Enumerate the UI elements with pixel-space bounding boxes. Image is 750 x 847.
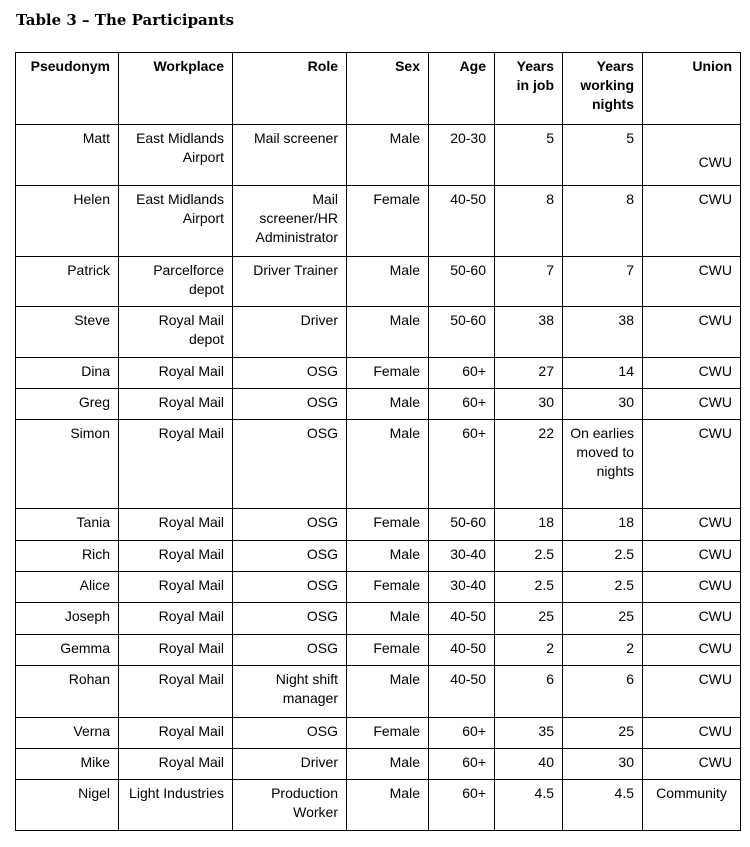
cell-union: CWU	[643, 749, 741, 780]
cell-sex: Male	[347, 420, 429, 509]
cell-union: CWU	[643, 509, 741, 541]
cell-workplace: Royal Mail	[119, 420, 233, 509]
cell-pseudonym: Helen	[16, 186, 119, 257]
cell-years-in-job: 4.5	[495, 780, 563, 831]
cell-years-in-job: 27	[495, 358, 563, 389]
table-row	[16, 358, 741, 389]
header-years-in-job: Years in job	[495, 53, 563, 125]
cell-years-working-nights: 6	[563, 666, 643, 718]
table-row	[16, 541, 741, 572]
cell-role: OSG	[233, 420, 347, 509]
cell-age: 60+	[429, 718, 495, 749]
cell-sex: Female	[347, 718, 429, 749]
cell-sex: Male	[347, 749, 429, 780]
cell-role: OSG	[233, 603, 347, 635]
cell-workplace: East Midlands Airport	[119, 125, 233, 186]
participants-table	[15, 52, 741, 831]
table-row	[16, 186, 741, 257]
cell-workplace: Royal Mail	[119, 541, 233, 572]
cell-years-in-job: 8	[495, 186, 563, 257]
header-union: Union	[643, 53, 741, 125]
cell-years-in-job: 2.5	[495, 541, 563, 572]
cell-union: CWU	[643, 420, 741, 509]
cell-years-in-job: 2.5	[495, 572, 563, 603]
cell-sex: Male	[347, 666, 429, 718]
cell-pseudonym: Verna	[16, 718, 119, 749]
cell-sex: Male	[347, 603, 429, 635]
table-title: Table 3 – The Participants	[16, 11, 235, 29]
cell-role: Production Worker	[233, 780, 347, 831]
header-sex: Sex	[347, 53, 429, 125]
table-row	[16, 666, 741, 718]
cell-workplace: Light Industries	[119, 780, 233, 831]
cell-workplace: East Midlands Airport	[119, 186, 233, 257]
table-row	[16, 257, 741, 307]
cell-age: 30-40	[429, 541, 495, 572]
cell-role: Driver	[233, 749, 347, 780]
cell-role: Driver	[233, 307, 347, 358]
cell-workplace: Royal Mail depot	[119, 307, 233, 358]
cell-pseudonym: Simon	[16, 420, 119, 509]
cell-pseudonym: Alice	[16, 572, 119, 603]
cell-sex: Male	[347, 541, 429, 572]
cell-sex: Female	[347, 509, 429, 541]
cell-age: 30-40	[429, 572, 495, 603]
cell-years-working-nights: 25	[563, 718, 643, 749]
cell-union: CWU	[643, 358, 741, 389]
cell-workplace: Royal Mail	[119, 358, 233, 389]
cell-years-working-nights: 30	[563, 749, 643, 780]
cell-pseudonym: Tania	[16, 509, 119, 541]
cell-years-working-nights: 5	[563, 125, 643, 186]
cell-age: 60+	[429, 420, 495, 509]
cell-role: OSG	[233, 635, 347, 666]
cell-years-working-nights: 4.5	[563, 780, 643, 831]
cell-years-working-nights: 2.5	[563, 572, 643, 603]
cell-sex: Female	[347, 358, 429, 389]
header-row	[16, 53, 741, 125]
table-row	[16, 635, 741, 666]
cell-union: CWU	[643, 125, 741, 186]
cell-years-working-nights: 25	[563, 603, 643, 635]
table-row	[16, 420, 741, 509]
cell-role: OSG	[233, 389, 347, 420]
cell-years-working-nights: 14	[563, 358, 643, 389]
cell-years-working-nights: On earlies moved to nights	[563, 420, 643, 509]
cell-years-working-nights: 8	[563, 186, 643, 257]
table-row	[16, 572, 741, 603]
cell-years-in-job: 7	[495, 257, 563, 307]
cell-age: 50-60	[429, 257, 495, 307]
cell-pseudonym: Gemma	[16, 635, 119, 666]
cell-sex: Male	[347, 257, 429, 307]
cell-age: 50-60	[429, 307, 495, 358]
cell-union: CWU	[643, 257, 741, 307]
cell-workplace: Royal Mail	[119, 509, 233, 541]
cell-union: CWU	[643, 603, 741, 635]
cell-pseudonym: Rich	[16, 541, 119, 572]
cell-pseudonym: Greg	[16, 389, 119, 420]
cell-workplace: Royal Mail	[119, 572, 233, 603]
cell-sex: Male	[347, 389, 429, 420]
header-role: Role	[233, 53, 347, 125]
cell-union: Community	[643, 780, 741, 831]
cell-workplace: Royal Mail	[119, 635, 233, 666]
cell-role: OSG	[233, 572, 347, 603]
cell-union: CWU	[643, 541, 741, 572]
cell-age: 50-60	[429, 509, 495, 541]
cell-role: OSG	[233, 358, 347, 389]
cell-workplace: Royal Mail	[119, 749, 233, 780]
cell-role: Mail screener	[233, 125, 347, 186]
cell-pseudonym: Patrick	[16, 257, 119, 307]
header-workplace: Workplace	[119, 53, 233, 125]
cell-years-in-job: 5	[495, 125, 563, 186]
cell-years-in-job: 40	[495, 749, 563, 780]
cell-role: Mail screener/HR Administrator	[233, 186, 347, 257]
cell-years-working-nights: 38	[563, 307, 643, 358]
cell-role: OSG	[233, 718, 347, 749]
cell-age: 40-50	[429, 603, 495, 635]
cell-union: CWU	[643, 307, 741, 358]
table-row	[16, 603, 741, 635]
cell-sex: Male	[347, 125, 429, 186]
header-years-working-nights: Years working nights	[563, 53, 643, 125]
cell-years-in-job: 25	[495, 603, 563, 635]
cell-years-in-job: 22	[495, 420, 563, 509]
cell-age: 40-50	[429, 666, 495, 718]
cell-age: 40-50	[429, 186, 495, 257]
cell-sex: Male	[347, 307, 429, 358]
table-row	[16, 749, 741, 780]
cell-age: 40-50	[429, 635, 495, 666]
cell-sex: Female	[347, 186, 429, 257]
cell-years-in-job: 2	[495, 635, 563, 666]
table-row	[16, 125, 741, 186]
cell-sex: Male	[347, 780, 429, 831]
cell-union: CWU	[643, 186, 741, 257]
cell-years-working-nights: 18	[563, 509, 643, 541]
cell-pseudonym: Nigel	[16, 780, 119, 831]
cell-workplace: Royal Mail	[119, 718, 233, 749]
cell-union: CWU	[643, 635, 741, 666]
cell-pseudonym: Dina	[16, 358, 119, 389]
cell-pseudonym: Matt	[16, 125, 119, 186]
cell-years-in-job: 38	[495, 307, 563, 358]
cell-age: 60+	[429, 749, 495, 780]
cell-years-working-nights: 30	[563, 389, 643, 420]
cell-workplace: Royal Mail	[119, 666, 233, 718]
table-row	[16, 307, 741, 358]
cell-sex: Female	[347, 635, 429, 666]
cell-pseudonym: Steve	[16, 307, 119, 358]
cell-years-working-nights: 2	[563, 635, 643, 666]
cell-pseudonym: Mike	[16, 749, 119, 780]
cell-union: CWU	[643, 389, 741, 420]
table-row	[16, 509, 741, 541]
cell-workplace: Royal Mail	[119, 603, 233, 635]
cell-age: 60+	[429, 358, 495, 389]
cell-years-in-job: 6	[495, 666, 563, 718]
table-row	[16, 780, 741, 831]
cell-union: CWU	[643, 666, 741, 718]
cell-age: 60+	[429, 780, 495, 831]
cell-years-in-job: 30	[495, 389, 563, 420]
cell-pseudonym: Joseph	[16, 603, 119, 635]
cell-years-in-job: 18	[495, 509, 563, 541]
header-pseudonym: Pseudonym	[16, 53, 119, 125]
cell-age: 60+	[429, 389, 495, 420]
cell-sex: Female	[347, 572, 429, 603]
cell-role: OSG	[233, 541, 347, 572]
cell-workplace: Parcelforce depot	[119, 257, 233, 307]
cell-role: Driver Trainer	[233, 257, 347, 307]
cell-union: CWU	[643, 718, 741, 749]
cell-years-working-nights: 2.5	[563, 541, 643, 572]
cell-union: CWU	[643, 572, 741, 603]
cell-age: 20-30	[429, 125, 495, 186]
cell-pseudonym: Rohan	[16, 666, 119, 718]
table-row	[16, 718, 741, 749]
table-row	[16, 389, 741, 420]
cell-role: OSG	[233, 509, 347, 541]
cell-years-working-nights: 7	[563, 257, 643, 307]
header-age: Age	[429, 53, 495, 125]
cell-role: Night shift manager	[233, 666, 347, 718]
cell-workplace: Royal Mail	[119, 389, 233, 420]
cell-years-in-job: 35	[495, 718, 563, 749]
